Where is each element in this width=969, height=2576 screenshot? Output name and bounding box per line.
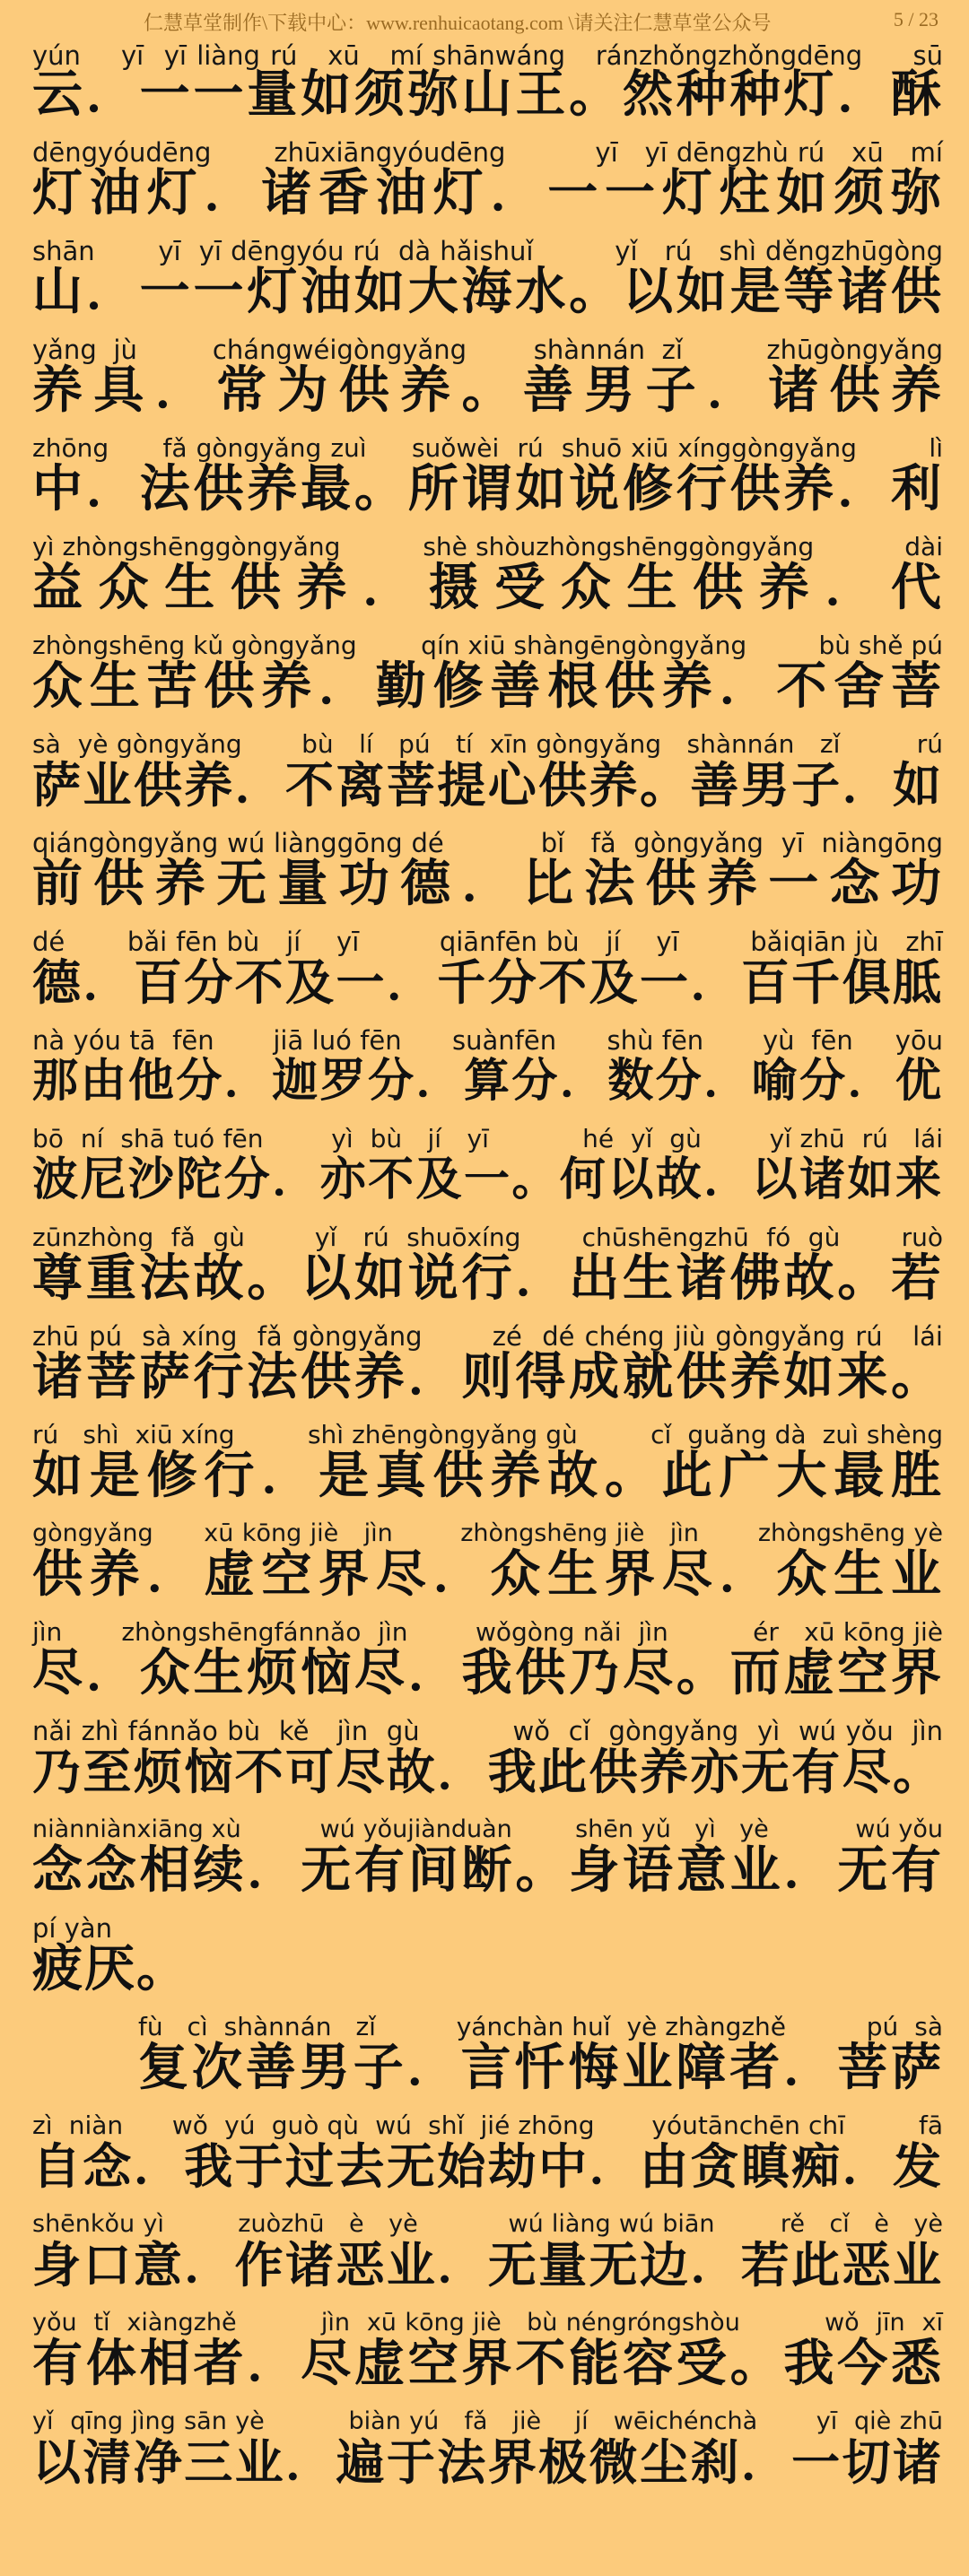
chinese-text: 念念相续．无有间断。身语意业．无有 bbox=[32, 1841, 943, 1900]
text-line bbox=[32, 2395, 943, 2493]
scripture-text bbox=[32, 36, 943, 2493]
pinyin-annotation: bō ní shā tuó fēn yì bù jí yī hé yǐ gù yǐ zhū rú lái bbox=[32, 1124, 943, 1153]
pinyin-annotation: zūnzhòng fǎ gù yǐ rú shuōxíng chūshēngzhū fó gù ruò bbox=[32, 1223, 943, 1252]
text-line bbox=[32, 915, 943, 1014]
chinese-text: 养具．常为供养。善男子．诸供养 bbox=[32, 361, 943, 420]
text-line bbox=[32, 1014, 943, 1112]
pinyin-annotation: dé bǎi fēn bù jí yī qiānfēn bù jí yī bǎiqiān jù zhī bbox=[32, 927, 943, 957]
chinese-text: 众生苦供养．勤修善根供养．不舍菩 bbox=[32, 657, 943, 716]
pinyin-annotation: dēngyóudēng zhūxiāngyóudēng yī yī dēngzhù rú xū mí bbox=[32, 137, 943, 168]
chinese-text: 以清净三业．遍于法界极微尘刹．一切诸 bbox=[32, 2434, 943, 2491]
pinyin-annotation: rú shì xiū xíng shì zhēngòngyǎng gù cǐ guǎng dà zuì shèng bbox=[32, 1420, 943, 1449]
chinese-text: 乃至烦恼不可尽故．我此供养亦无有尽。 bbox=[32, 1744, 943, 1800]
text-line bbox=[32, 520, 943, 619]
pinyin-annotation: pí yàn bbox=[32, 1913, 112, 1944]
chinese-text: 萨业供养．不离菩提心供养。善男子．如 bbox=[32, 757, 943, 814]
text-line bbox=[32, 224, 943, 323]
chinese-text: 尽．众生烦恼尽．我供乃尽。而虚空界 bbox=[32, 1644, 943, 1702]
text-line bbox=[32, 126, 943, 224]
pinyin-annotation: sà yè gòngyǎng bù lí pú tí xīn gòngyǎng shànnán zǐ rú bbox=[32, 729, 943, 759]
chinese-text: 尊重法故。以如说行．出生诸佛故。若 bbox=[32, 1249, 943, 1308]
text-line bbox=[32, 422, 943, 520]
chinese-text: 灯油灯．诸香油灯．一一灯炷如须弥 bbox=[32, 164, 943, 222]
text-line bbox=[32, 2000, 943, 2099]
chinese-text: 前供养无量功德．比法供养一念功 bbox=[32, 855, 943, 913]
text-line bbox=[32, 1902, 943, 2000]
pinyin-annotation: yì zhòngshēnggòngyǎng shè shòuzhòngshēnggòngyǎng dài bbox=[32, 532, 943, 561]
chinese-text: 云．一一量如须弥山王。然种种灯．酥 bbox=[32, 65, 943, 124]
pinyin-annotation: niànniànxiāng xù wú yǒujiànduàn shēn yǔ yì yè wú yǒu bbox=[32, 1815, 943, 1843]
text-line bbox=[32, 1803, 943, 1902]
chinese-text: 德．百分不及一．千分不及一．百千俱胝 bbox=[32, 954, 943, 1011]
text-line bbox=[32, 2099, 943, 2197]
text-line bbox=[32, 1112, 943, 1211]
chinese-text: 自念．我于过去无始劫中．由贪瞋痴．发 bbox=[32, 2138, 943, 2195]
pinyin-annotation: yǎng jù chángwéigòngyǎng shànnán zǐ zhūgòngyǎng bbox=[32, 335, 943, 365]
page-number: 5 / 23 bbox=[893, 8, 938, 30]
text-line bbox=[32, 619, 943, 718]
chinese-text: 有体相者．尽虚空界不能容受。我今悉 bbox=[32, 2335, 943, 2393]
pinyin-annotation: yǐ qīng jìng sān yè biàn yú fǎ jiè jí wēichénchà yī qiè zhū bbox=[32, 2407, 943, 2435]
chinese-text: 山．一一灯油如大海水。以如是等诸供 bbox=[32, 263, 943, 321]
text-line bbox=[32, 1408, 943, 1507]
chinese-text: 益众生供养．摄受众生供养．代 bbox=[32, 559, 943, 617]
chinese-text: 中．法供养最。所谓如说修行供养．利 bbox=[32, 460, 943, 518]
text-line bbox=[32, 816, 943, 915]
pinyin-annotation: shēnkǒu yì zuòzhū è yè wú liàng wú biān rě cǐ è yè bbox=[32, 2210, 943, 2238]
pinyin-annotation: shān yī yī dēngyóu rú dà hǎishuǐ yǐ rú shì děngzhūgòng bbox=[32, 236, 943, 266]
text-line bbox=[32, 718, 943, 816]
chinese-text: 波尼沙陀分．亦不及一。何以故．以诸如来 bbox=[32, 1153, 943, 1206]
pinyin-annotation: fù cì shànnán zǐ yánchàn huǐ yè zhàngzhě pú sà bbox=[138, 2012, 943, 2041]
pinyin-annotation: gòngyǎng xū kōng jiè jìn zhòngshēng jiè jìn zhòngshēng yè bbox=[32, 1519, 943, 1547]
chinese-text: 复次善男子．言忏悔业障者．菩萨 bbox=[138, 2039, 943, 2097]
chinese-text: 诸菩萨行法供养．则得成就供养如来。 bbox=[32, 1348, 943, 1406]
chinese-text: 疲厌。 bbox=[32, 1940, 188, 1998]
text-line bbox=[32, 1211, 943, 1310]
text-line bbox=[32, 36, 943, 126]
pinyin-annotation: zhū pú sà xíng fǎ gòngyǎng zé dé chéng jiù gòngyǎng rú lái bbox=[32, 1321, 943, 1352]
text-line bbox=[32, 1507, 943, 1606]
pinyin-annotation: qiángòngyǎng wú liànggōng dé bǐ fǎ gòngyǎng yī niàngōng bbox=[32, 828, 943, 858]
page-header bbox=[0, 0, 969, 36]
pinyin-annotation: zì niàn wǒ yú guò qù wú shǐ jié zhōng yóutānchēn chī fā bbox=[32, 2110, 943, 2140]
pinyin-annotation: nà yóu tā fēn jiā luó fēn suànfēn shù fēn yù fēn yōu bbox=[32, 1025, 943, 1056]
text-line bbox=[32, 2197, 943, 2296]
chinese-text: 那由他分．迦罗分．算分．数分．喻分．优 bbox=[32, 1055, 943, 1108]
pinyin-annotation: zhōng fǎ gòngyǎng zuì suǒwèi rú shuō xiū xínggòngyǎng lì bbox=[32, 433, 943, 463]
text-line bbox=[32, 323, 943, 422]
pinyin-annotation: nǎi zhì fánnǎo bù kě jìn gù wǒ cǐ gòngyǎng yì wú yǒu jìn bbox=[32, 1716, 943, 1746]
chinese-text: 供养．虚空界尽．众生界尽．众生业 bbox=[32, 1545, 943, 1604]
text-line bbox=[32, 1310, 943, 1408]
pinyin-annotation: yún yī yī liàng rú xū mí shānwáng ránzhǒngzhǒngdēng sū bbox=[32, 40, 943, 71]
pinyin-annotation: zhòngshēng kǔ gòngyǎng qín xiū shàngēngòngyǎng bù shě pú bbox=[32, 631, 943, 660]
chinese-text: 身口意．作诸恶业．无量无边．若此恶业 bbox=[32, 2237, 943, 2293]
pinyin-annotation: yǒu tǐ xiàngzhě jìn xū kōng jiè bù néngróngshòu wǒ jīn xī bbox=[32, 2309, 943, 2337]
pinyin-annotation: jìn zhòngshēngfánnǎo jìn wǒgòng nǎi jìn ér xū kōng jiè bbox=[32, 1617, 943, 1647]
chinese-text: 如是修行．是真供养故。此广大最胜 bbox=[32, 1447, 943, 1505]
text-line bbox=[32, 1606, 943, 1704]
header-title: 仁慧草堂制作\下载中心：www.renhuicaotang.com \请关注仁慧草堂公众号 bbox=[144, 12, 772, 34]
text-line bbox=[32, 1704, 943, 1803]
text-line bbox=[32, 2296, 943, 2395]
